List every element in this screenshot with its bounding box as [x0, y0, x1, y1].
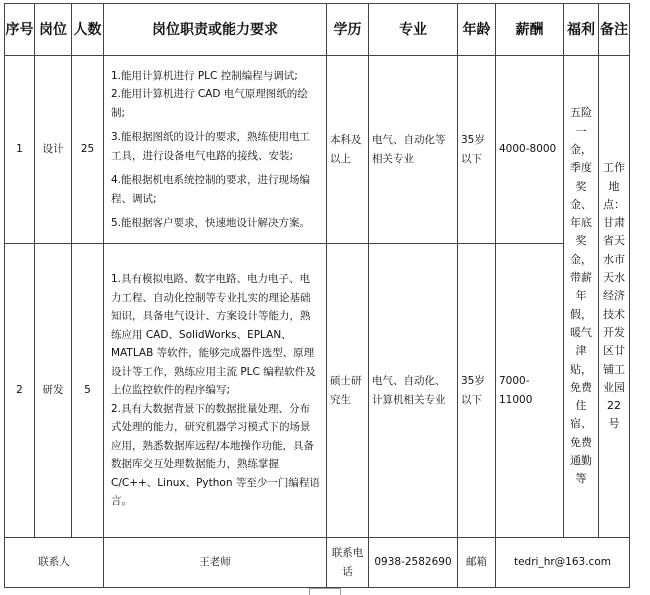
header-salary: 薪酬 — [496, 4, 564, 56]
row-major: 电气、自动化等相关专业 — [369, 56, 458, 244]
table-row — [5, 244, 630, 538]
duty-item: 1.能用计算机进行 PLC 控制编程与调试; — [111, 69, 298, 82]
header-position: 岗位 — [35, 4, 72, 56]
row-count: 5 — [72, 244, 104, 538]
phone-label: 联系电话 — [327, 538, 369, 588]
recruitment-table-container — [4, 3, 630, 588]
contact-name: 王老师 — [104, 538, 327, 588]
duty-item: 3.能根据图纸的设计的要求，熟练使用电工工具，进行设备电气电路的接线、安装; — [111, 131, 311, 162]
header-count: 人数 — [72, 4, 104, 56]
contact-label: 联系人 — [5, 538, 104, 588]
duty-item: 4.能根据机电系统控制的要求，进行现场编程、调试; — [111, 174, 311, 205]
header-duties: 岗位职责或能力要求 — [104, 4, 327, 56]
duty-item: 2.具有大数据背景下的数据批量处理、分布式处理的能力，研究机器学习模式下的场景应用，熟悉数据库远程/本地操作功能，具备数据库交互处理数据能力，熟练掌握 C/C++、Linux、Python 等至少一门编程语言。 — [111, 402, 320, 508]
row-major: 电气、自动化、计算机相关专业 — [369, 244, 458, 538]
row-seq: 1 — [5, 56, 35, 244]
remarks-cell: 工作地点：甘肃省天水市天水经济技术开发区廿铺工业园22号 — [599, 56, 630, 538]
row-salary: 4000-8000 — [496, 56, 564, 244]
row-seq: 2 — [5, 244, 35, 538]
row-education: 硕士研究生 — [327, 244, 369, 538]
row-position: 设计 — [35, 56, 72, 244]
header-major: 专业 — [369, 4, 458, 56]
header-benefits: 福利 — [564, 4, 599, 56]
row-duties — [104, 244, 327, 538]
phone-value: 0938-2582690 — [369, 538, 458, 588]
header-row — [5, 4, 630, 56]
duty-item: 5.能根据客户要求，快速地设计解决方案。 — [111, 217, 311, 229]
row-age: 35岁以下 — [458, 56, 496, 244]
header-seq: 序号 — [5, 4, 35, 56]
footer-row — [5, 538, 630, 588]
duty-item: 2.能用计算机进行 CAD 电气原理图纸的绘制; — [111, 88, 308, 119]
benefits-cell: 五险一金，季度奖金、年底奖金，带薪年假，暖气津贴，免费住宿、免费通勤等 — [564, 56, 599, 538]
row-age: 35岁以下 — [458, 244, 496, 538]
header-remarks: 备注 — [599, 4, 630, 56]
row-education: 本科及以上 — [327, 56, 369, 244]
recruitment-table — [4, 3, 630, 588]
duty-item: 1.具有模拟电路、数字电路、电力电子、电力工程、自动化控制等专业扎实的理论基础知识，具备电气设计、方案设计等能力，熟练应用 CAD、SolidWorks、EPLAN、MATLAB 等软件，能够完成器件选型、原理设计等工作，熟练应用主流 PLC 编程软件及上位监控软件的程序编写; — [111, 273, 316, 397]
row-salary: 7000-11000 — [496, 244, 564, 538]
header-age: 年龄 — [458, 4, 496, 56]
row-duties — [104, 56, 327, 244]
row-position: 研发 — [35, 244, 72, 538]
email-label: 邮箱 — [458, 538, 496, 588]
email-value: tedri_hr@163.com — [496, 538, 630, 588]
table-row — [5, 56, 630, 244]
header-education: 学历 — [327, 4, 369, 56]
row-count: 25 — [72, 56, 104, 244]
